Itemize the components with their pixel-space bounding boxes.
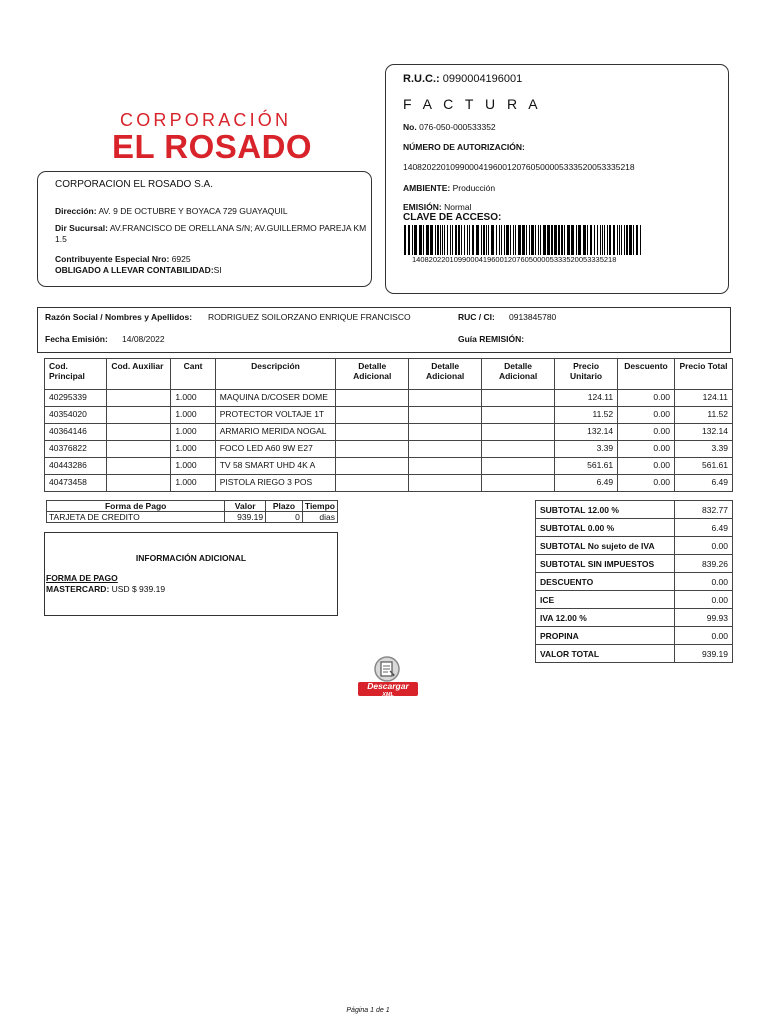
payment-table (46, 500, 338, 523)
autorizacion-value: 1408202201099000419600120760500005333520053335218 (403, 162, 635, 172)
company-contribuyente (55, 254, 191, 264)
table-cell: 1.000 (171, 441, 215, 458)
items-header-row (45, 359, 733, 390)
barcode-bar (515, 225, 516, 255)
company-address (55, 206, 370, 216)
barcode-bar (538, 225, 539, 255)
table-cell: 3.39 (555, 441, 618, 458)
barcode-bar (564, 225, 565, 255)
download-label: Descargar (367, 681, 409, 691)
table-cell: 1.000 (171, 424, 215, 441)
totals-row (536, 591, 733, 609)
download-sub-label: XML (382, 692, 394, 698)
barcode-bar (567, 225, 570, 255)
barcode-bar (576, 225, 577, 255)
invoice-ruc (403, 73, 522, 85)
table-cell (107, 407, 171, 424)
payment-forma: TARJETA DE CREDITO (47, 512, 225, 523)
items-table (44, 358, 733, 492)
payment-header-row (47, 501, 338, 512)
barcode-bar (506, 225, 509, 255)
table-cell: 561.61 (555, 458, 618, 475)
table-cell (409, 458, 482, 475)
document-download-icon (373, 656, 401, 682)
table-cell: 0.00 (618, 407, 675, 424)
ruc-label: R.U.C.: (403, 73, 440, 85)
table-row (45, 390, 733, 407)
page-number: Página 1 de 1 (346, 1007, 390, 1014)
invoice-number-value: 076-050-000533352 (419, 122, 496, 132)
totals-label: ICE (536, 591, 675, 609)
barcode-bar (604, 225, 605, 255)
barcode-bar (481, 225, 482, 255)
ambiente-label: AMBIENTE: (403, 183, 451, 193)
table-cell (107, 441, 171, 458)
barcode-bar (624, 225, 625, 255)
barcode-bar (540, 225, 541, 255)
table-cell (482, 441, 555, 458)
table-cell (336, 475, 409, 492)
invoice-number-label: No. (403, 122, 417, 132)
col-precio-total: Precio Total (674, 359, 732, 390)
download-xml-button[interactable] (358, 656, 418, 698)
col-descuento: Descuento (618, 359, 675, 390)
totals-label: IVA 12.00 % (536, 609, 675, 627)
barcode-bar (551, 225, 553, 255)
emision-value: Normal (444, 202, 472, 212)
company-name: CORPORACION EL ROSADO S.A. (55, 179, 213, 190)
totals-row (536, 555, 733, 573)
totals-label: SUBTOTAL 0.00 % (536, 519, 675, 537)
table-row (45, 424, 733, 441)
totals-row (536, 573, 733, 591)
totals-label: SUBTOTAL SIN IMPUESTOS (536, 555, 675, 573)
payment-col-valor: Valor (225, 501, 266, 512)
barcode-bar (447, 225, 448, 255)
table-cell: 0.00 (618, 424, 675, 441)
totals-row (536, 609, 733, 627)
table-cell (107, 424, 171, 441)
table-cell (336, 390, 409, 407)
customer-date-label: Fecha Emisión: (45, 334, 108, 344)
customer-box (37, 307, 731, 353)
barcode-bar (590, 225, 592, 255)
obligado-value: SI (213, 265, 222, 275)
barcode-bar (414, 225, 417, 255)
table-cell (336, 441, 409, 458)
barcode-bar (467, 225, 468, 255)
barcode-bar (452, 225, 453, 255)
table-cell: 40376822 (45, 441, 107, 458)
table-cell: 132.14 (555, 424, 618, 441)
autorizacion-label: NÚMERO DE AUTORIZACIÓN: (403, 142, 525, 152)
barcode-bar (571, 225, 574, 255)
payment-col-tiempo: Tiempo (302, 501, 337, 512)
totals-value: 832.77 (675, 501, 733, 519)
table-cell: 11.52 (555, 407, 618, 424)
table-cell: 1.000 (171, 390, 215, 407)
obligado-label: OBLIGADO A LLEVAR CONTABILIDAD: (55, 265, 214, 275)
clave-label: CLAVE DE ACCESO: (403, 212, 502, 223)
totals-value: 839.26 (675, 555, 733, 573)
table-cell (409, 475, 482, 492)
barcode-bar (578, 225, 581, 255)
table-cell: 6.49 (555, 475, 618, 492)
table-row (45, 458, 733, 475)
barcode-bar (613, 225, 615, 255)
barcode-bar (496, 225, 497, 255)
table-cell: 0.00 (618, 441, 675, 458)
info-card-value: USD $ 939.19 (111, 584, 166, 594)
barcode-bar (597, 225, 598, 255)
table-cell (482, 390, 555, 407)
totals-row (536, 627, 733, 645)
barcode-bar (558, 225, 560, 255)
branch-label: Dir Sucursal: (55, 223, 108, 233)
barcode-bar (472, 225, 474, 255)
barcode-bar (617, 225, 618, 255)
download-label-bg (358, 682, 418, 696)
table-cell: 0.00 (618, 475, 675, 492)
info-card-label: MASTERCARD: (46, 584, 110, 594)
payment-plazo: 0 (266, 512, 303, 523)
table-cell (107, 475, 171, 492)
totals-value: 0.00 (675, 627, 733, 645)
totals-value: 0.00 (675, 591, 733, 609)
totals-row (536, 645, 733, 663)
ruc-value: 0990004196001 (442, 73, 523, 85)
totals-value: 939.19 (675, 645, 733, 663)
customer-name-label: Razón Social / Nombres y Apellidos: (45, 312, 193, 322)
customer-name-row (45, 312, 192, 322)
barcode-bar (450, 225, 451, 255)
table-cell: 124.11 (674, 390, 732, 407)
table-cell (107, 458, 171, 475)
barcode-bar (600, 225, 601, 255)
info-card (46, 584, 165, 594)
barcode-bar (469, 225, 470, 255)
payment-tiempo: dias (302, 512, 337, 523)
table-cell: 0.00 (618, 458, 675, 475)
ambiente-value: Producción (452, 183, 496, 193)
logo-main-text: EL ROSADO (112, 128, 313, 165)
barcode-bar (501, 225, 502, 255)
barcode-bar (440, 225, 441, 255)
totals-row (536, 501, 733, 519)
contribuyente-value: 6925 (171, 254, 191, 264)
col-detalle-2: Detalle Adicional (409, 359, 482, 390)
table-cell: 11.52 (674, 407, 732, 424)
barcode-bar (636, 225, 638, 255)
barcode-bar (629, 225, 632, 255)
guia-label: Guía REMISIÓN: (458, 334, 525, 344)
table-cell: TV 58 SMART UHD 4K A (215, 458, 336, 475)
totals-value: 0.00 (675, 573, 733, 591)
table-cell (409, 407, 482, 424)
emision-label: EMISIÓN: (403, 202, 442, 212)
clave-value: 1408202201099000419600120760500005333520053335218 (412, 255, 617, 264)
table-cell (482, 458, 555, 475)
table-cell (482, 424, 555, 441)
barcode-bar (619, 225, 620, 255)
info-forma-label: FORMA DE PAGO (46, 573, 118, 583)
payment-col-forma: Forma de Pago (47, 501, 225, 512)
table-cell (409, 424, 482, 441)
barcode-bar (444, 225, 445, 255)
info-title: INFORMACIÓN ADICIONAL (135, 553, 247, 563)
totals-value: 99.93 (675, 609, 733, 627)
barcode-bar (594, 225, 595, 255)
totals-label: DESCUENTO (536, 573, 675, 591)
address-value: AV. 9 DE OCTUBRE Y BOYACA 729 GUAYAQUIL (98, 206, 288, 216)
company-box (37, 171, 372, 287)
table-cell: 124.11 (555, 390, 618, 407)
table-cell (107, 390, 171, 407)
invoice-box (385, 64, 729, 294)
barcode-bar (529, 225, 530, 255)
totals-label: SUBTOTAL 12.00 % (536, 501, 675, 519)
customer-name: RODRIGUEZ SOILORZANO ENRIQUE FRANCISCO (208, 312, 411, 322)
barcode-bar (518, 225, 521, 255)
contribuyente-label: Contribuyente Especial Nro: (55, 254, 170, 264)
table-cell: 40473458 (45, 475, 107, 492)
barcode-bar (426, 225, 429, 255)
barcode-bar (442, 225, 443, 255)
barcode-bar (408, 225, 410, 255)
barcode-bar (464, 225, 465, 255)
barcode-bar (437, 225, 439, 255)
table-cell: 40354020 (45, 407, 107, 424)
barcode-bar (504, 225, 505, 255)
barcode-bar (602, 225, 603, 255)
totals-table (535, 500, 733, 663)
col-descripcion: Descripción (215, 359, 336, 390)
customer-ruc: 0913845780 (509, 312, 557, 322)
table-cell: 1.000 (171, 458, 215, 475)
barcode (404, 225, 644, 255)
barcode-bar (423, 225, 424, 255)
barcode-bar (633, 225, 634, 255)
invoice-title: F A C T U R A (403, 96, 542, 112)
address-label: Dirección: (55, 206, 97, 216)
table-cell: PISTOLA RIEGO 3 POS (215, 475, 336, 492)
barcode-bar (621, 225, 622, 255)
customer-ruc-label: RUC / CI: (458, 312, 495, 322)
totals-row (536, 537, 733, 555)
table-cell (409, 390, 482, 407)
col-detalle-3: Detalle Adicional (482, 359, 555, 390)
table-cell: 40443286 (45, 458, 107, 475)
invoice-number (403, 122, 496, 132)
barcode-bar (419, 225, 422, 255)
totals-label: SUBTOTAL No sujeto de IVA (536, 537, 675, 555)
table-cell (336, 424, 409, 441)
table-cell: 0.00 (618, 390, 675, 407)
barcode-bar (607, 225, 608, 255)
barcode-bar (461, 225, 462, 255)
col-detalle-1: Detalle Adicional (336, 359, 409, 390)
table-cell (482, 475, 555, 492)
table-row (45, 475, 733, 492)
table-cell (409, 441, 482, 458)
barcode-bar (626, 225, 628, 255)
table-cell: MAQUINA D/COSER DOME (215, 390, 336, 407)
barcode-bar (510, 225, 511, 255)
table-cell (336, 407, 409, 424)
table-cell: 40295339 (45, 390, 107, 407)
barcode-bar (486, 225, 487, 255)
company-obligado (55, 265, 222, 275)
table-cell: 6.49 (674, 475, 732, 492)
totals-row (536, 519, 733, 537)
table-cell: FOCO LED A60 9W E27 (215, 441, 336, 458)
barcode-bar (458, 225, 460, 255)
barcode-bar (476, 225, 479, 255)
barcode-bar (522, 225, 525, 255)
barcode-bar (609, 225, 611, 255)
table-cell: 40364146 (45, 424, 107, 441)
table-cell: 1.000 (171, 475, 215, 492)
customer-date: 14/08/2022 (122, 334, 165, 344)
barcode-bar (587, 225, 588, 255)
table-cell: 132.14 (674, 424, 732, 441)
payment-col-plazo: Plazo (266, 501, 303, 512)
barcode-bar (554, 225, 557, 255)
barcode-bar (488, 225, 489, 255)
payment-valor: 939.19 (225, 512, 266, 523)
barcode-bar (513, 225, 514, 255)
col-cod-principal: Cod. Principal (45, 359, 107, 390)
table-row (45, 441, 733, 458)
company-branch (55, 223, 370, 245)
table-cell (482, 407, 555, 424)
barcode-bar (483, 225, 485, 255)
barcode-bar (535, 225, 536, 255)
info-box (44, 532, 338, 616)
barcode-bar (404, 225, 406, 255)
barcode-bar (430, 225, 433, 255)
totals-value: 6.49 (675, 519, 733, 537)
totals-label: VALOR TOTAL (536, 645, 675, 663)
table-cell: 1.000 (171, 407, 215, 424)
barcode-bar (640, 225, 641, 255)
table-cell: PROTECTOR VOLTAJE 1T (215, 407, 336, 424)
logo-top-text: CORPORACIÓN (120, 110, 292, 130)
barcode-bar (526, 225, 527, 255)
barcode-bar (561, 225, 563, 255)
table-cell (336, 458, 409, 475)
col-precio-unitario: Precio Unitario (555, 359, 618, 390)
table-cell: 561.61 (674, 458, 732, 475)
payment-row (47, 512, 338, 523)
barcode-bar (435, 225, 436, 255)
invoice-emision (403, 202, 472, 212)
table-row (45, 407, 733, 424)
barcode-bar (499, 225, 500, 255)
totals-value: 0.00 (675, 537, 733, 555)
barcode-bar (583, 225, 586, 255)
barcode-bar (547, 225, 550, 255)
col-cod-auxiliar: Cod. Auxiliar (107, 359, 171, 390)
invoice-ambiente (403, 183, 495, 193)
barcode-bar (455, 225, 457, 255)
table-cell: ARMARIO MERIDA NOGAL (215, 424, 336, 441)
barcode-bar (412, 225, 413, 255)
branch-value: AV.FRANCISCO DE ORELLANA S/N; AV.GUILLERMO PAREJA KM 1.5 (55, 223, 367, 244)
col-cant: Cant (171, 359, 215, 390)
totals-label: PROPINA (536, 627, 675, 645)
table-cell: 3.39 (674, 441, 732, 458)
barcode-bar (543, 225, 546, 255)
barcode-bar (491, 225, 494, 255)
barcode-bar (531, 225, 534, 255)
